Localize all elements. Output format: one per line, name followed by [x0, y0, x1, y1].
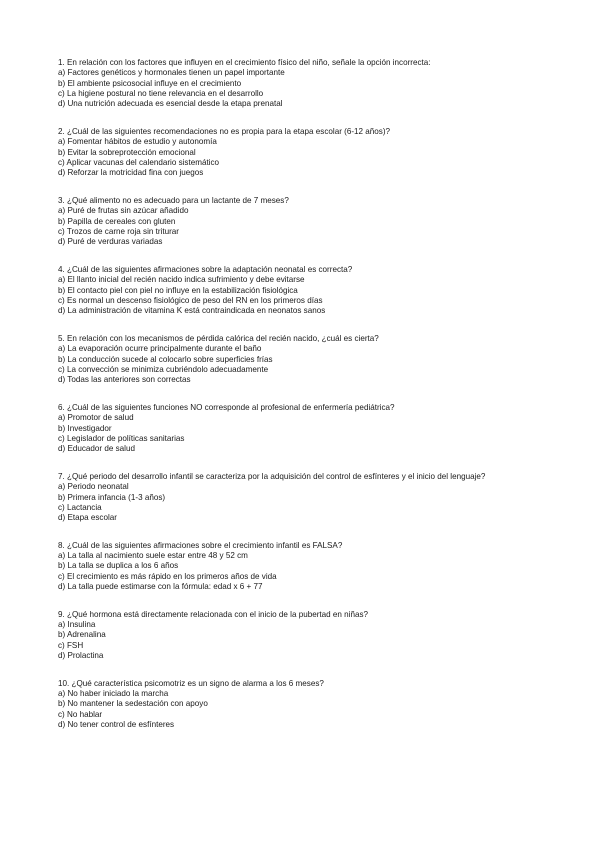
option-c: c) La convección se minimiza cubriéndolo adecuadamente	[58, 364, 269, 374]
question-1	[58, 58, 558, 109]
option-d: d) Reforzar la motricidad fina con juegos	[58, 168, 204, 178]
option-d: d) Una nutrición adecuada es esencial desde la etapa prenatal	[58, 99, 283, 109]
option-b: b) El ambiente psicosocial influye en el crecimiento	[58, 78, 242, 88]
option-c: c) La higiene postural no tiene relevancia en el desarrollo	[58, 88, 264, 98]
question-text: 8. ¿Cuál de las siguientes afirmaciones sobre el crecimiento infantil es FALSA?	[58, 540, 343, 550]
question-text: 1. En relación con los factores que influyen en el crecimiento físico del niño, señale la opción incorrecta:	[58, 58, 431, 67]
question-4	[58, 265, 558, 316]
question-text: 4. ¿Cuál de las siguientes afirmaciones sobre la adaptación neonatal es correcta?	[58, 264, 353, 274]
option-d: d) La administración de vitamina K está contraindicada en neonatos sanos	[58, 306, 326, 316]
option-a: a) Puré de frutas sin azúcar añadido	[58, 206, 189, 216]
question-text: 10. ¿Qué característica psicomotriz es un signo de alarma a los 6 meses?	[58, 678, 324, 688]
question-text: 5. En relación con los mecanismos de pérdida calórica del recién nacido, ¿cuál es cierta?	[58, 333, 379, 343]
question-9	[58, 610, 558, 661]
question-text: 9. ¿Qué hormona está directamente relacionada con el inicio de la pubertad en niñas?	[58, 609, 369, 619]
option-b: b) Evitar la sobreprotección emocional	[58, 147, 196, 157]
option-b: b) Adrenalina	[58, 630, 106, 640]
option-c: c) Legislador de políticas sanitarias	[58, 433, 185, 443]
option-c: c) Lactancia	[58, 502, 102, 512]
option-a: a) La evaporación ocurre principalmente durante el baño	[58, 344, 262, 354]
option-d: d) Educador de salud	[58, 444, 135, 454]
option-b: b) La conducción sucede al colocarlo sobre superficies frías	[58, 354, 273, 364]
question-text: 7. ¿Qué periodo del desarrollo infantil se caracteriza por la adquisición del control de esfínteres y el inicio del lenguaje?	[58, 471, 486, 481]
question-7	[58, 472, 558, 523]
option-c: c) El crecimiento es más rápido en los primeros años de vida	[58, 571, 277, 581]
option-b: b) No mantener la sedestación con apoyo	[58, 699, 208, 709]
option-c: c) Trozos de carne roja sin triturar	[58, 226, 179, 236]
option-d: d) La talla puede estimarse con la fórmula: edad x 6 + 77	[58, 582, 263, 592]
question-3	[58, 196, 558, 247]
question-5	[58, 334, 558, 385]
option-d: d) Prolactina	[58, 651, 104, 661]
option-a: a) La talla al nacimiento suele estar entre 48 y 52 cm	[58, 551, 248, 561]
question-text: 6. ¿Cuál de las siguientes funciones NO corresponde al profesional de enfermería pediátrica?	[58, 402, 395, 412]
option-a: a) Fomentar hábitos de estudio y autonomía	[58, 137, 217, 147]
question-2	[58, 127, 558, 178]
option-c: c) Es normal un descenso fisiológico de peso del RN en los primeros días	[58, 295, 323, 305]
option-c: c) FSH	[58, 640, 84, 650]
option-a: a) Insulina	[58, 620, 96, 630]
option-a: a) Promotor de salud	[58, 413, 134, 423]
option-a: a) Periodo neonatal	[58, 482, 129, 492]
option-c: c) No hablar	[58, 709, 103, 719]
question-text: 3. ¿Qué alimento no es adecuado para un lactante de 7 meses?	[58, 195, 289, 205]
question-sheet	[58, 58, 558, 748]
option-d: d) Todas las anteriores son correctas	[58, 375, 191, 385]
option-d: d) Puré de verduras variadas	[58, 237, 163, 247]
option-d: d) No tener control de esfínteres	[58, 720, 175, 730]
option-a: a) Factores genéticos y hormonales tienen un papel importante	[58, 68, 285, 78]
option-b: b) El contacto piel con piel no influye en la estabilización fisiológica	[58, 285, 298, 295]
option-a: a) El llanto inicial del recién nacido indica sufrimiento y debe evitarse	[58, 275, 305, 285]
question-text: 2. ¿Cuál de las siguientes recomendaciones no es propia para la etapa escolar (6-12 años)?	[58, 126, 391, 136]
option-c: c) Aplicar vacunas del calendario sistemático	[58, 157, 220, 167]
question-10	[58, 679, 558, 730]
option-b: b) Investigador	[58, 423, 112, 433]
option-d: d) Etapa escolar	[58, 513, 117, 523]
option-b: b) La talla se duplica a los 6 años	[58, 561, 179, 571]
question-6	[58, 403, 558, 454]
question-8	[58, 541, 558, 592]
option-b: b) Primera infancia (1-3 años)	[58, 492, 166, 502]
option-b: b) Papilla de cereales con gluten	[58, 216, 176, 226]
option-a: a) No haber iniciado la marcha	[58, 689, 169, 699]
